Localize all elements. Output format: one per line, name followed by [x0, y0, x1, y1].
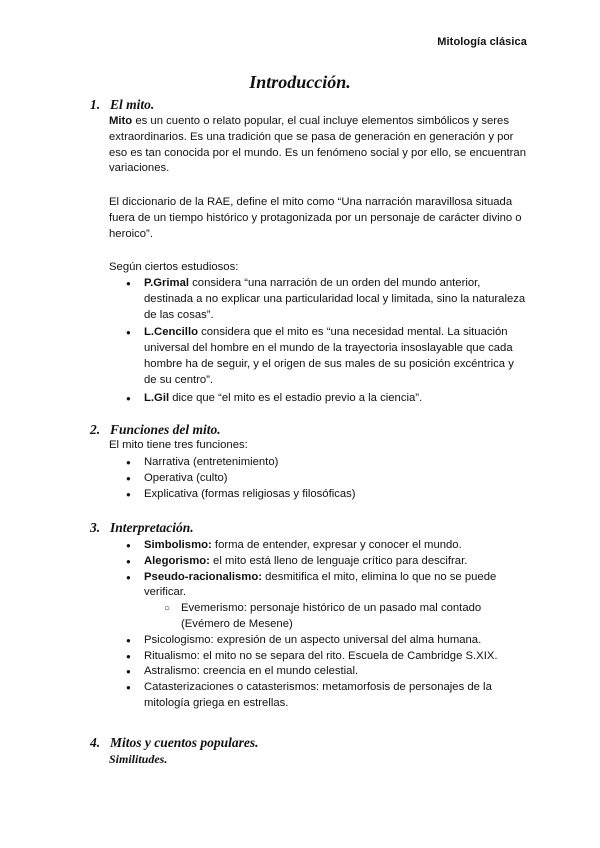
list-item — [109, 570, 529, 633]
mito-definition-paragraph — [109, 114, 529, 177]
section-1-title: El mito. — [110, 97, 155, 112]
list-item: ● Narrativa (entretenimiento) — [109, 455, 529, 471]
section-4-heading — [90, 735, 259, 751]
section-1-number: 1. — [90, 97, 101, 112]
list-item: ● Ritualismo: el mito no se separa del rito. Escuela de Cambridge S.XIX. — [109, 649, 529, 665]
rae-definition-paragraph: El diccionario de la RAE, define el mito como “Una narración maravillosa situada fuera de un tiempo histórico y protagonizada por un personaje de carácter divino o heroico”. — [109, 196, 522, 240]
item-text: el mito está lleno de lenguaje crítico para descifrar. — [209, 554, 468, 567]
scholar-name: L.Cencillo — [144, 326, 198, 339]
list-item — [109, 276, 529, 323]
item-text: desmitifica el mito, elimina lo que no se puede verificar. — [144, 570, 497, 599]
section-4-title: Mitos y cuentos populares. — [110, 735, 259, 750]
list-item — [109, 554, 529, 570]
mito-definition-text: es un cuento o relato popular, el cual incluye elementos simbólicos y seres extraordinarios. Es una tradición que se pasa de generación en generación y por eso es tan conocida por el mundo. Es un fenómeno social y por ello, se encuentran variaciones. — [109, 115, 526, 175]
scholar-name: P.Grimal — [144, 277, 190, 289]
section-2-heading — [90, 422, 221, 438]
item-text: forma de entender, expresar y conocer el mundo. — [211, 539, 462, 551]
scholar-text: considera que el mito es “una necesidad mental. La situación universal del hombre en el mundo de la trayectoria insoslayable que cada hombre ha de seguir, y el origen de sus males de su posición excéntrica y de su centro”. — [144, 326, 514, 386]
scholars-intro: Según ciertos estudiosos: — [109, 261, 239, 273]
item-term: Alegorismo: — [144, 554, 210, 567]
section-1-heading — [90, 97, 154, 113]
funciones-list — [109, 455, 529, 502]
section-3-number: 3. — [90, 520, 101, 535]
item-term: Pseudo-racionalismo: — [144, 570, 263, 583]
list-item: ● Operativa (culto) — [109, 471, 529, 487]
scholar-text: considera “una narración de un orden del mundo anterior, destinada a no explicar una particularidad local y limitada, sino la naturaleza de las cosas”. — [144, 277, 526, 321]
interpretacion-list — [109, 538, 529, 712]
list-item: ● Catasterizaciones o catasterismos: metamorfosis de personajes de la mitología griega en estrellas. — [109, 680, 529, 712]
page-header-title: Mitología clásica — [437, 36, 527, 48]
section-2-number: 2. — [90, 422, 101, 437]
section-3-heading — [90, 520, 194, 536]
list-item: ● Astralismo: creencia en el mundo celestial. — [109, 664, 529, 680]
scholar-text: dice que “el mito es el estadio previo a la ciencia”. — [169, 391, 423, 404]
item-term: Simbolismo: — [144, 539, 212, 551]
section-4-number: 4. — [90, 735, 101, 750]
list-item: ● Explicativa (formas religiosas y filosóficas) — [109, 487, 529, 503]
list-item — [109, 538, 529, 554]
scholar-name: L.Gil — [144, 391, 170, 404]
scholars-list — [109, 276, 529, 408]
mito-term: Mito — [109, 115, 133, 127]
document-title: Introducción. — [249, 72, 351, 92]
sub-list-item: ○ Evemerismo: personaje histórico de un pasado mal contado (Evémero de Mesene) — [144, 601, 529, 633]
funciones-intro: El mito tiene tres funciones: — [109, 439, 248, 451]
section-3-title: Interpretación. — [110, 520, 194, 535]
section-4-subheading: Similitudes. — [109, 752, 168, 766]
list-item — [109, 391, 529, 407]
list-item — [109, 325, 529, 388]
list-item: ● Psicologismo: expresión de un aspecto universal del alma humana. — [109, 633, 529, 649]
sub-list — [144, 601, 529, 633]
section-2-title: Funciones del mito. — [110, 422, 221, 437]
